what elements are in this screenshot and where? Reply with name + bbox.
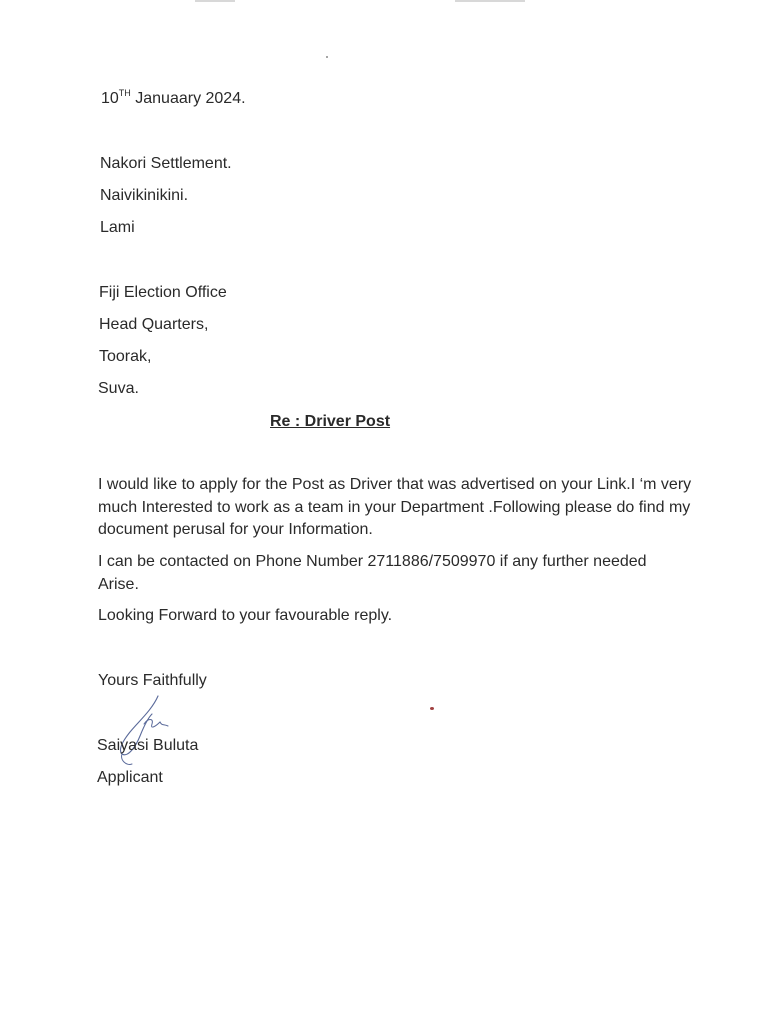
recipient-address-line: Suva.: [98, 380, 139, 397]
letter-date: [101, 89, 246, 109]
sender-address-line: Lami: [100, 219, 135, 236]
body-paragraph: Looking Forward to your favourable reply.: [98, 607, 393, 624]
scan-edge-mark: [195, 0, 235, 2]
body-paragraph: I can be contacted on Phone Number 2711886/7509970 if any further needed Arise.: [98, 553, 647, 593]
signatory-role: Applicant: [97, 769, 163, 786]
date-rest: Januaary 2024.: [130, 90, 246, 107]
signatory-name: Saiyasi Buluta: [97, 737, 199, 754]
letter-closing: Yours Faithfully: [98, 672, 207, 689]
recipient-address-line: Head Quarters,: [99, 316, 209, 333]
ink-speck: [430, 707, 434, 710]
scan-speck: [326, 56, 328, 58]
date-suffix: TH: [118, 88, 131, 98]
letter-subject: Re : Driver Post: [270, 413, 391, 430]
handwritten-signature: [108, 688, 178, 768]
sender-address-line: Nakori Settlement.: [100, 155, 232, 172]
sender-address-line: Naivikinikini.: [100, 187, 189, 204]
scan-edge-mark: [455, 0, 525, 2]
date-day: 10: [101, 90, 119, 107]
body-paragraph: I would like to apply for the Post as Driver that was advertised on your Link.I ‘m very much Interested to work as a team in your Department .Following please do find my document perusal for your Information.: [98, 476, 692, 538]
recipient-address-line: Toorak,: [99, 348, 152, 365]
recipient-address-line: Fiji Election Office: [99, 284, 227, 301]
